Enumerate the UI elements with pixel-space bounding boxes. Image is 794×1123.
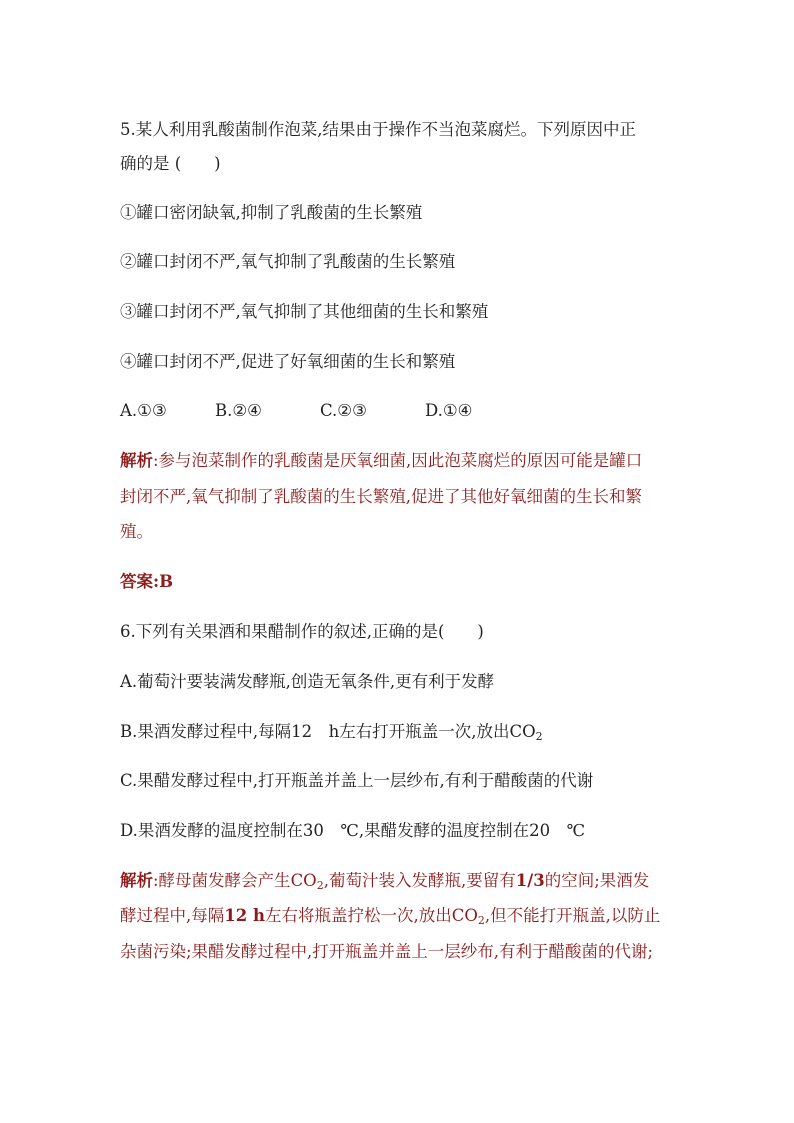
q5-analysis-text1: :参与泡菜制作的乳酸菌是厌氧细菌,因此泡菜腐烂的原因可能是罐口 [153,451,643,470]
q6-analysis-l1-co: CO [290,871,317,890]
q6-analysis-l2-c: ,但不能打开瓶盖,以防止 [484,906,661,925]
q6-analysis-label: 解析 [120,871,153,890]
q6-analysis-l2-co: CO [451,906,478,925]
q5-stem-line1: 5.某人利用乳酸菌制作泡菜,结果由于操作不当泡菜腐烂。下列原因中正 [120,120,636,139]
q5-options [120,401,472,421]
q5-item-3: ③罐口封闭不严,氧气抑制了其他细菌的生长和繁殖 [120,302,489,321]
q5-option-d: D.①④ [425,401,473,420]
q6-analysis-l2-a: 酵过程中,每隔 [120,906,225,925]
q6-analysis-l1-sub: 2 [316,879,324,892]
q6-analysis-l1-a: :酵母菌发酵会产生 [153,871,291,890]
q6-option-c: C.果醋发酵过程中,打开瓶盖并盖上一层纱布,有利于醋酸菌的代谢 [120,771,594,790]
q5-stem-line2: 确的是 ( ) [120,154,221,173]
q6-analysis-line3: 杂菌污染;果醋发酵过程中,打开瓶盖并盖上一层纱布,有利于醋酸菌的代谢; [120,942,654,961]
q6-option-b-subscript: 2 [535,730,543,743]
q6-option-d: D.果酒发酵的温度控制在30 ℃,果醋发酵的温度控制在20 ℃ [120,821,586,840]
q6-option-b-text: B.果酒发酵过程中,每隔12 h左右打开瓶盖一次,放出CO [120,722,536,741]
q6-analysis-l1-b: ,葡萄汁装入发酵瓶,要留有 [323,871,516,890]
q5-item-1: ①罐口密闭缺氧,抑制了乳酸菌的生长繁殖 [120,203,423,222]
q6-analysis-l2-sub: 2 [477,914,485,927]
q6-option-b [120,722,543,742]
q6-analysis-l2-b: 左右将瓶盖拧松一次,放出 [264,906,452,925]
q6-analysis-line1 [120,871,649,891]
q5-answer-label: 答案 [120,572,153,591]
q5-item-2: ②罐口封闭不严,氧气抑制了乳酸菌的生长繁殖 [120,252,456,271]
q5-answer-value: :B [153,572,174,591]
q6-stem: 6.下列有关果酒和果醋制作的叙述,正确的是( ) [120,622,484,641]
q6-analysis-l2-num: 12 h [224,906,265,925]
q5-analysis-line2: 封闭不严,氧气抑制了乳酸菌的生长繁殖,促进了其他好氧细菌的生长和繁 [120,487,642,506]
q6-analysis-l1-c: 的空间;果酒发 [544,871,650,890]
q6-analysis-line2 [120,906,660,926]
q5-analysis-line3: 殖。 [120,522,153,541]
q5-option-c: C.②③ [320,401,367,420]
q5-item-4: ④罐口封闭不严,促进了好氧细菌的生长和繁殖 [120,352,456,371]
q5-analysis-line1 [120,451,642,471]
q5-analysis-label: 解析 [120,451,153,470]
q6-analysis-l1-frac: 1/3 [515,871,545,890]
q5-option-a: A.①③ [120,401,167,420]
q5-answer [120,572,173,592]
q6-option-a: A.葡萄汁要装满发酵瓶,创造无氧条件,更有利于发酵 [120,672,495,691]
q5-option-b: B.②④ [215,401,262,420]
